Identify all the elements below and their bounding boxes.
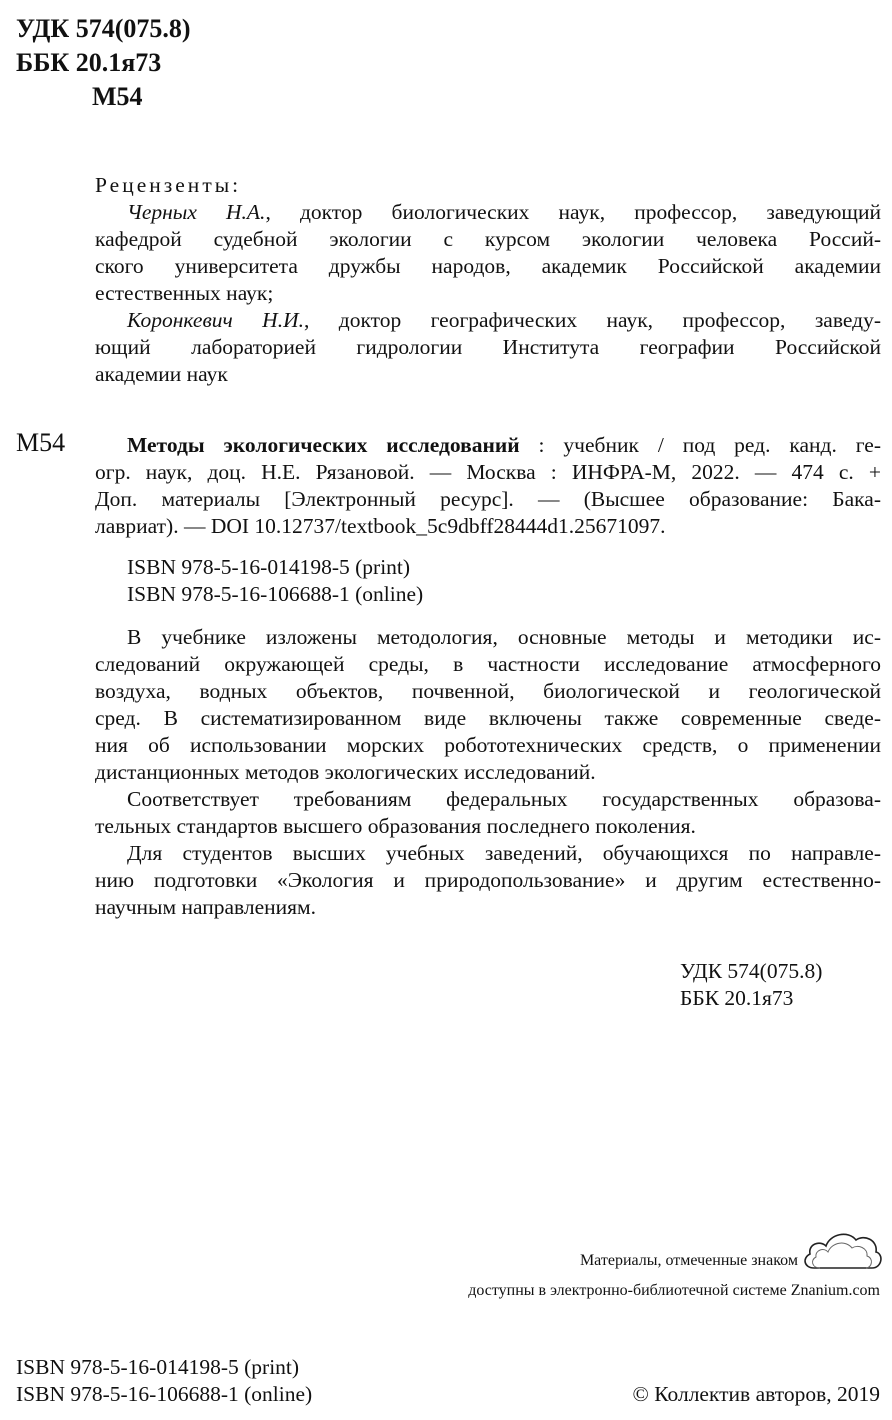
reviewer-2-line-1 xyxy=(95,307,881,334)
reviewer-1-line-4: естественных наук; xyxy=(95,281,274,305)
annotation-p1-line-4: сред. В систематизированном виде включены также современные сведе- xyxy=(95,706,881,730)
annotation-p3-line-1: Для студентов высших учебных заведений, обучающихся по направле- xyxy=(127,841,881,865)
catalog-isbn-online: ISBN 978-5-16-106688-1 (online) xyxy=(127,582,424,606)
reviewers-title: Рецензенты: xyxy=(95,173,242,197)
footer-udk: УДК 574(075.8) xyxy=(680,959,823,983)
footer-codes xyxy=(680,958,880,1012)
catalog-code: М54 xyxy=(16,428,66,457)
reviewer-2-line-1-text: , доктор географических наук, профессор, заведу- xyxy=(303,308,881,332)
annotation-p1-line-2: следований окружающей среды, в частности исследование атмосферного xyxy=(95,652,881,676)
bottom-isbn-print: ISBN 978-5-16-014198-5 (print) xyxy=(16,1355,300,1379)
annotation xyxy=(95,624,881,921)
reviewer-2-name: Коронкевич Н.И. xyxy=(127,308,304,332)
znanium-notice-line-1: Материалы, отмеченные знаком xyxy=(579,1252,798,1269)
bottom-isbn-online: ISBN 978-5-16-106688-1 (online) xyxy=(16,1382,313,1406)
catalog-entry xyxy=(95,432,881,608)
catalog-line-4: лавриат). — DOI 10.12737/textbook_5c9dbff28444d1.25671097. xyxy=(95,514,666,538)
annotation-p1-line-1: В учебнике изложены методология, основные методы и методики ис- xyxy=(127,625,881,649)
reviewer-1-line-2: кафедрой судебной экологии с курсом экологии человека Россий- xyxy=(95,227,881,251)
annotation-p3-line-3: научным направлениям. xyxy=(95,895,317,919)
cloud-icon xyxy=(800,1224,884,1272)
annotation-p2-line-1: Соответствует требованиям федеральных государственных образова- xyxy=(127,787,881,811)
catalog-line-3: Доп. материалы [Электронный ресурс]. — (Высшее образование: Бака- xyxy=(95,487,881,511)
annotation-p1-line-5: ния об использовании морских робототехнических средств, о применении xyxy=(95,733,881,757)
reviewer-1-line-1-text: , доктор биологических наук, профессор, заведующий xyxy=(265,200,881,224)
annotation-p3-line-2: нию подготовки «Экология и природопользование» и другим естественно- xyxy=(95,868,881,892)
footer-bbk: ББК 20.1я73 xyxy=(680,986,794,1010)
bbk-header: ББК 20.1я73 xyxy=(16,48,162,77)
reviewer-1-line-1 xyxy=(95,199,881,226)
bottom-isbn-block xyxy=(16,1354,616,1408)
znanium-notice-line-2: доступны в электронно-библиотечной системе Znanium.com xyxy=(468,1282,880,1299)
reviewer-1-line-3: ского университета дружбы народов, академик Российской академии xyxy=(95,254,881,278)
annotation-p2-line-2: тельных стандартов высшего образования последнего поколения. xyxy=(95,814,696,838)
reviewers-block xyxy=(95,172,881,388)
reviewer-1-name: Черных Н.А. xyxy=(127,200,266,224)
catalog-line-2: огр. наук, доц. Н.Е. Рязановой. — Москва : ИНФРА-М, 2022. — 474 с. + xyxy=(95,460,881,484)
udk-header: УДК 574(075.8) xyxy=(16,14,191,43)
reviewer-2-line-2: ющий лабораторией гидрологии Института географии Российской xyxy=(95,335,881,359)
annotation-p1-line-6: дистанционных методов экологических исследований. xyxy=(95,760,596,784)
author-mark-header: М54 xyxy=(92,82,143,111)
annotation-p1-line-3: воздуха, водных объектов, почвенной, биологической и геологической xyxy=(95,679,881,703)
book-title: Методы экологических исследований xyxy=(127,433,520,457)
catalog-isbn-print: ISBN 978-5-16-014198-5 (print) xyxy=(127,555,411,579)
reviewer-2-line-3: академии наук xyxy=(95,362,228,386)
catalog-line-1-text: : учебник / под ред. канд. ге- xyxy=(519,433,881,457)
catalog-line-1 xyxy=(95,432,881,459)
copyright: © Коллектив авторов, 2019 xyxy=(632,1382,880,1406)
